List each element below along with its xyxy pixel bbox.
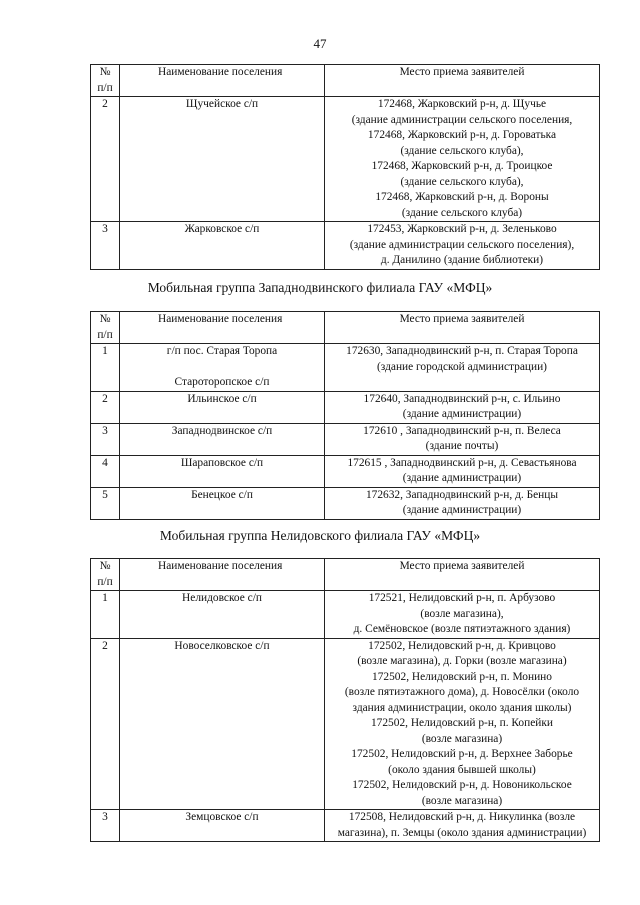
settlement-name: Земцовское с/п [120, 810, 325, 842]
column-header-settlement: Наименование поселения [120, 65, 325, 97]
column-header-reception-place: Место приема заявителей [325, 65, 600, 97]
table-header-row [91, 312, 600, 344]
settlement-name: Новоселковское с/п [120, 638, 325, 810]
reception-place: 172502, Нелидовский р-н, д. Кривцово (возле магазина), д. Горки (возле магазина) 172502, Нелидовский р-н, п. Монино (возле пятиэтажного дома), д. Новосёлки (около здания администрации, около здания школы) 172502, Нелидовский р-н, п. Копейки (возле магазина) 172502, Нелидовский р-н, д. Верхнее Заборье (около здания бывшей школы) 172502, Нелидовский р-н, д. Новоникольское (возле магазина) [325, 638, 600, 810]
settlement-name: г/п пос. Старая Торопа Староторопское с/п [120, 344, 325, 392]
row-number: 2 [91, 391, 120, 423]
page-number: 47 [313, 36, 327, 51]
column-header-number: № п/п [91, 65, 120, 97]
reception-place: 172632, Западнодвинский р-н, д. Бенцы (здание администрации) [325, 487, 600, 519]
column-header-settlement: Наименование поселения [120, 559, 325, 591]
row-number: 2 [91, 638, 120, 810]
table-row [91, 487, 600, 519]
settlements-table-nelidovsky [90, 558, 600, 842]
table-row [91, 391, 600, 423]
row-number: 1 [91, 344, 120, 392]
column-header-number: № п/п [91, 559, 120, 591]
settlements-table-zharkovsky [90, 64, 600, 270]
row-number: 3 [91, 810, 120, 842]
column-header-reception-place: Место приема заявителей [325, 312, 600, 344]
settlement-name: Бенецкое с/п [120, 487, 325, 519]
column-header-reception-place: Место приема заявителей [325, 559, 600, 591]
table-row [91, 591, 600, 639]
settlement-name: Нелидовское с/п [120, 591, 325, 639]
table-row [91, 222, 600, 270]
reception-place: 172468, Жарковский р-н, д. Щучье (здание администрации сельского поселения, 172468, Жарковский р-н, д. Гороватька (здание сельского клуба), 172468, Жарковский р-н, д. Троицкое (здание сельского клуба), 172468, Жарковский р-н, д. Вороны (здание сельского клуба) [325, 97, 600, 222]
table-row [91, 638, 600, 810]
column-header-settlement: Наименование поселения [120, 312, 325, 344]
settlement-name: Жарковское с/п [120, 222, 325, 270]
column-header-number: № п/п [91, 312, 120, 344]
reception-place: 172508, Нелидовский р-н, д. Никулинка (возле магазина), п. Земцы (около здания администрации) [325, 810, 600, 842]
section-heading-nelidovsky: Мобильная группа Нелидовского филиала ГАУ «МФЦ» [159, 528, 481, 543]
row-number: 3 [91, 423, 120, 455]
row-number: 4 [91, 455, 120, 487]
reception-place: 172640, Западнодвинский р-н, с. Ильино (здание администрации) [325, 391, 600, 423]
row-number: 3 [91, 222, 120, 270]
settlement-name: Западнодвинское с/п [120, 423, 325, 455]
section-heading-zapadnodvinsky: Мобильная группа Западнодвинского филиала ГАУ «МФЦ» [147, 280, 493, 295]
row-number: 5 [91, 487, 120, 519]
settlement-name: Шараповское с/п [120, 455, 325, 487]
reception-place: 172610 , Западнодвинский р-н, п. Велеса (здание почты) [325, 423, 600, 455]
table-header-row [91, 65, 600, 97]
table-row [91, 344, 600, 392]
table-header-row [91, 559, 600, 591]
table-row [91, 455, 600, 487]
row-number: 2 [91, 97, 120, 222]
reception-place: 172453, Жарковский р-н, д. Зеленьково (здание администрации сельского поселения), д. Данилино (здание библиотеки) [325, 222, 600, 270]
settlement-name: Щучейское с/п [120, 97, 325, 222]
table-row [91, 97, 600, 222]
row-number: 1 [91, 591, 120, 639]
settlement-name: Ильинское с/п [120, 391, 325, 423]
reception-place: 172615 , Западнодвинский р-н, д. Севастьянова (здание администрации) [325, 455, 600, 487]
table-row [91, 423, 600, 455]
reception-place: 172521, Нелидовский р-н, п. Арбузово (возле магазина), д. Семёновское (возле пятиэтажного здания) [325, 591, 600, 639]
table-row [91, 810, 600, 842]
reception-place: 172630, Западнодвинский р-н, п. Старая Торопа (здание городской администрации) [325, 344, 600, 392]
settlements-table-zapadnodvinsky [90, 311, 600, 520]
